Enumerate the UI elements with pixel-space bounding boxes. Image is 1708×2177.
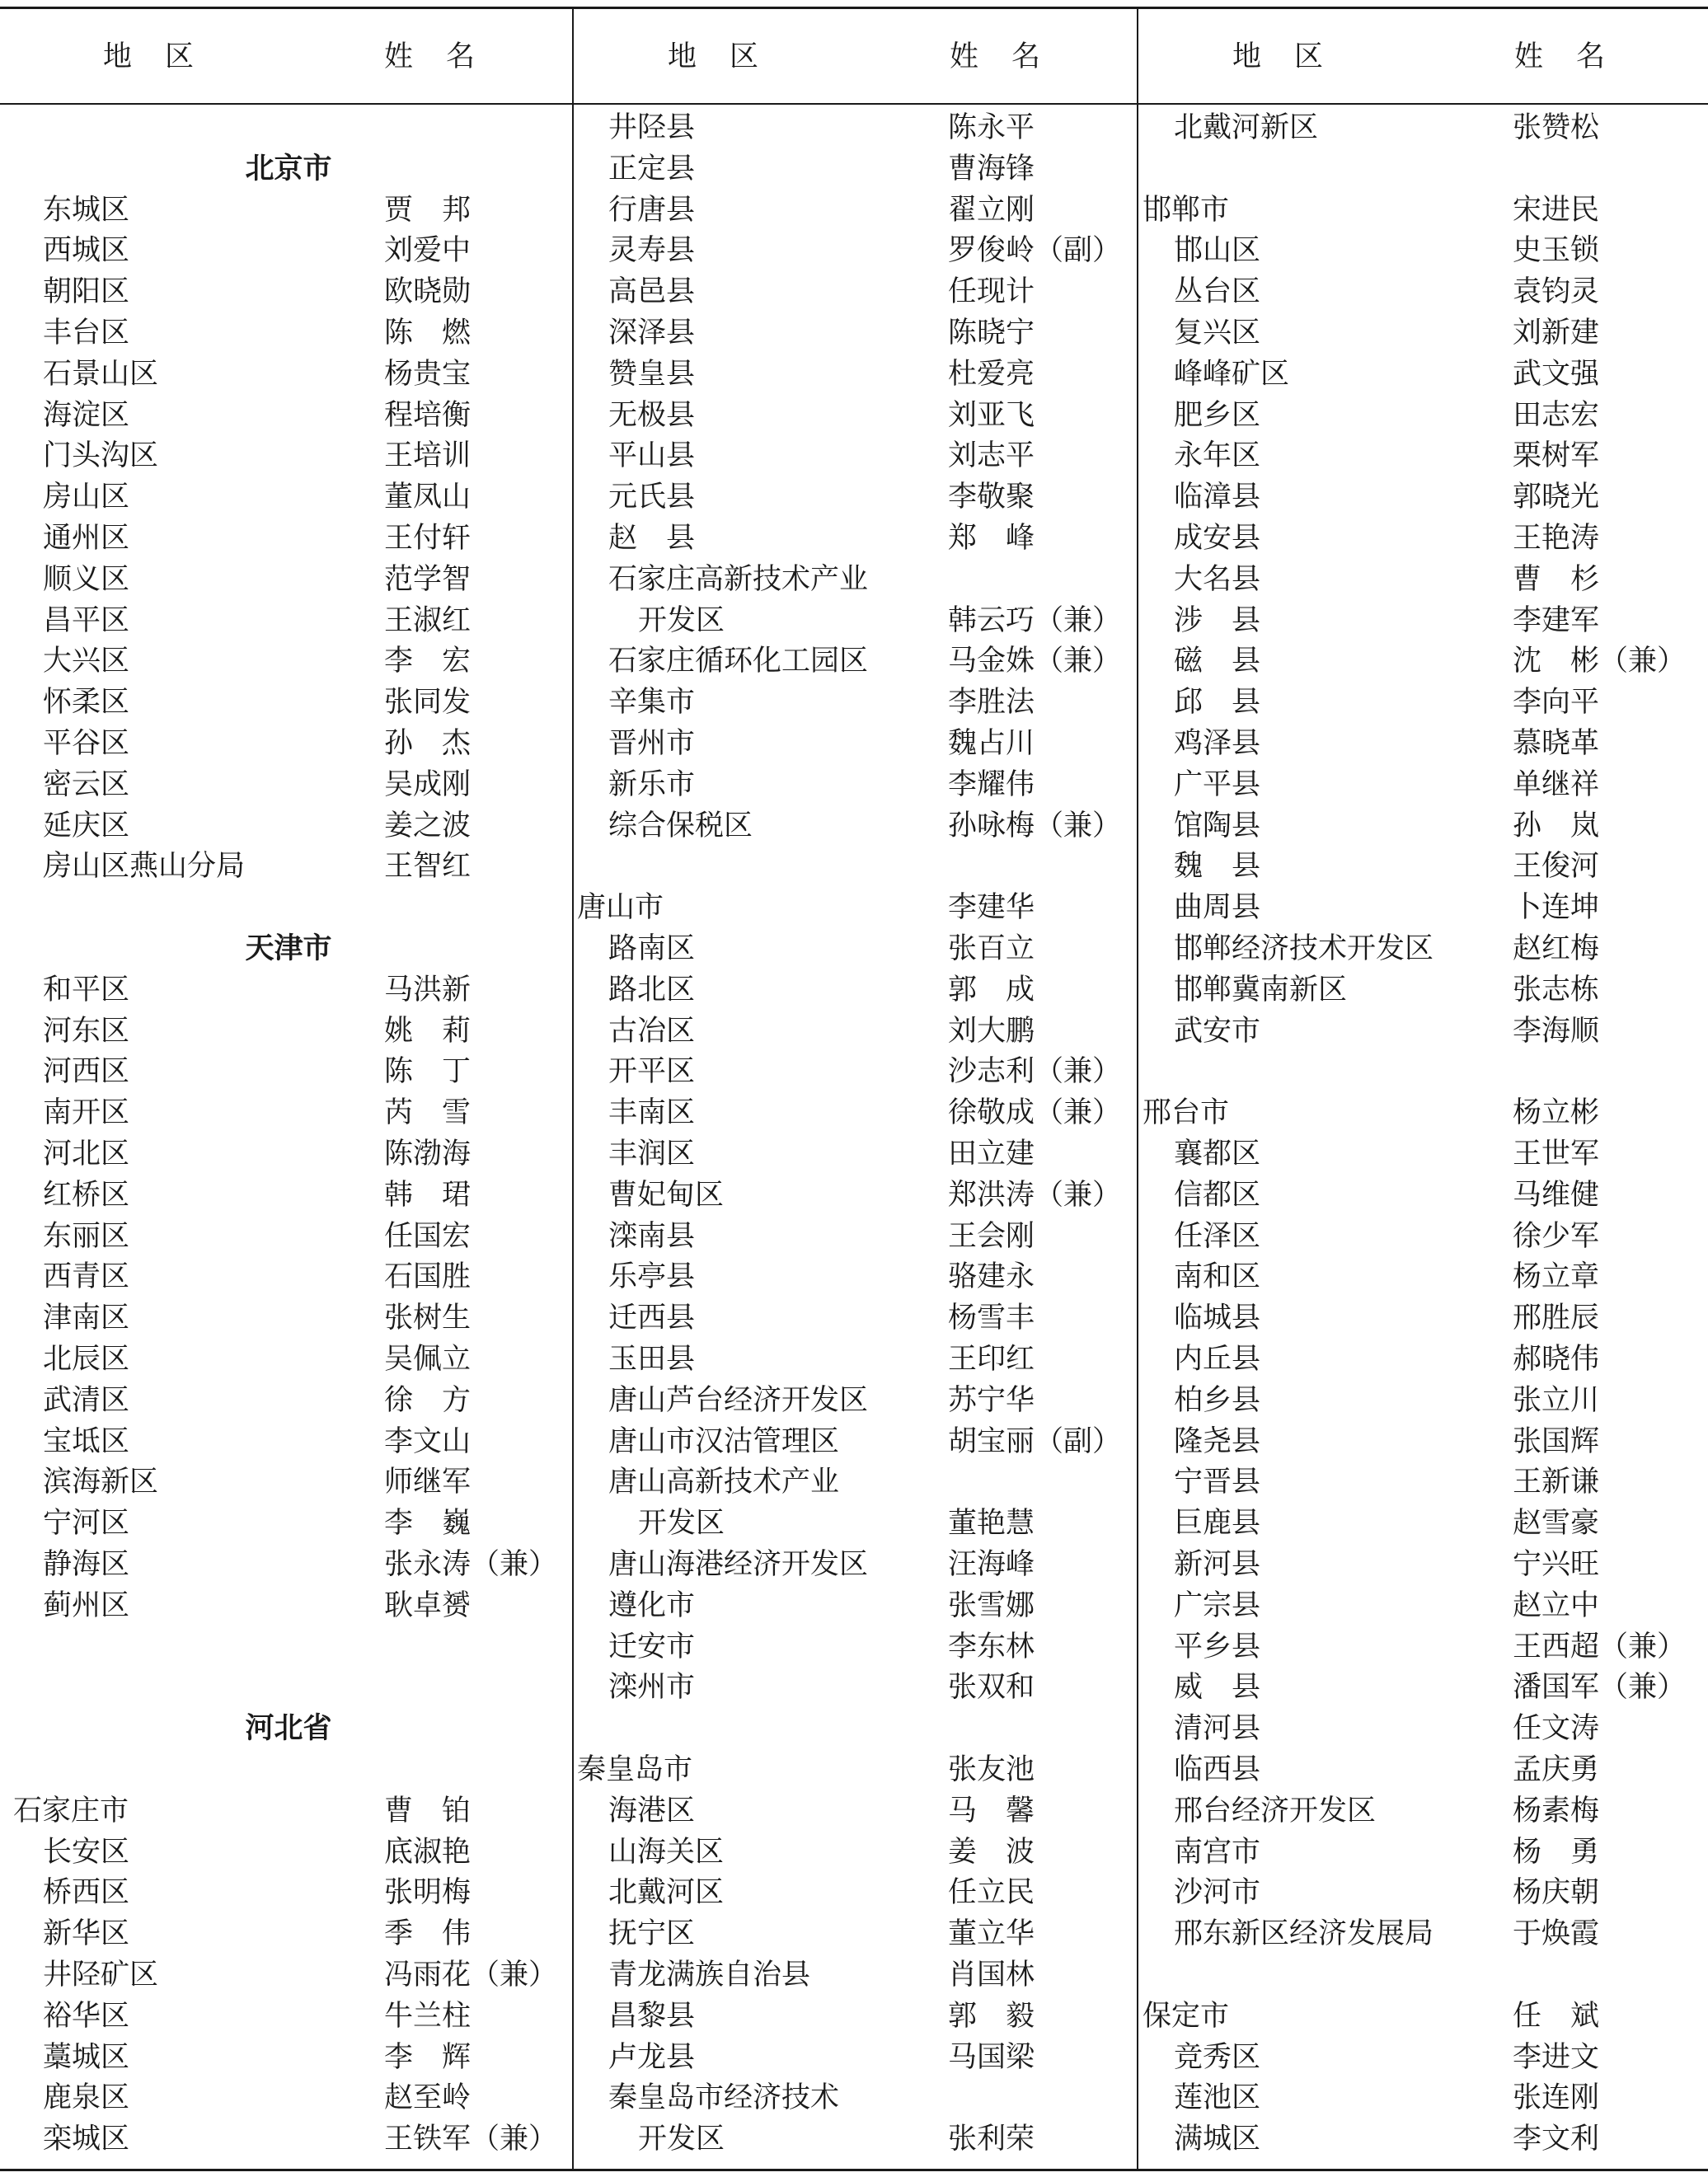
- person-name: 牛兰柱: [384, 1999, 472, 2033]
- region-name: 晋州市: [608, 727, 696, 760]
- person-name: 杨素梅: [1513, 1794, 1600, 1827]
- region-name: 任泽区: [1174, 1219, 1261, 1253]
- region-name: 海港区: [608, 1794, 696, 1827]
- region-name: 蓟州区: [43, 1588, 130, 1622]
- person-name: 马国梁: [948, 2040, 1035, 2074]
- person-name: 陈 丁: [384, 1055, 472, 1089]
- region-name: 新河县: [1174, 1548, 1261, 1581]
- region-name: 西城区: [43, 234, 130, 268]
- person-name: 吴成刚: [384, 767, 472, 801]
- person-name: 罗俊岭（副）: [948, 234, 1122, 268]
- region-name: 涉 县: [1174, 603, 1261, 637]
- region-name: 赵 县: [608, 522, 696, 555]
- region-name: 朝阳区: [43, 275, 130, 309]
- person-name: 苏宁华: [948, 1383, 1035, 1417]
- region-name: 竞秀区: [1174, 2040, 1261, 2074]
- city-name: 唐山市: [577, 891, 664, 925]
- person-name: 邢胜辰: [1513, 1302, 1600, 1335]
- region-name: 内丘县: [1174, 1343, 1261, 1376]
- region-name: 津南区: [43, 1302, 130, 1335]
- person-name: 孙 岚: [1513, 809, 1600, 842]
- region-name: 综合保税区: [608, 809, 753, 842]
- region-name: 平山县: [608, 439, 696, 473]
- region-name: 开发区: [638, 1507, 725, 1541]
- region-name: 东城区: [43, 193, 130, 227]
- person-name: 单继祥: [1513, 767, 1600, 801]
- person-name: 张利荣: [948, 2123, 1035, 2156]
- person-name: 曹海锋: [948, 152, 1035, 185]
- region-name: 邯郸经济技术开发区: [1174, 932, 1434, 965]
- person-name: 任立民: [948, 1876, 1035, 1910]
- person-name: 曹 杉: [1513, 562, 1600, 596]
- person-name: 徐敬成（兼）: [948, 1096, 1122, 1130]
- region-name: 新乐市: [608, 767, 696, 801]
- region-name: 正定县: [608, 152, 696, 185]
- person-name: 吴佩立: [384, 1343, 472, 1376]
- region-name: 古冶区: [608, 1014, 696, 1048]
- header-name: 姓名: [950, 40, 1074, 73]
- region-name: 开发区: [638, 2123, 725, 2156]
- region-name: 怀柔区: [43, 686, 130, 720]
- person-name: 李 巍: [384, 1507, 472, 1541]
- region-name: 路南区: [608, 932, 696, 965]
- region-name: 东丽区: [43, 1219, 130, 1253]
- region-name: 清河县: [1174, 1712, 1261, 1746]
- region-name: 广平县: [1174, 767, 1261, 801]
- person-name: 任现计: [948, 275, 1035, 309]
- person-name: 季 伟: [384, 1917, 472, 1951]
- region-name: 武清区: [43, 1383, 130, 1417]
- region-name: 井陉矿区: [43, 1959, 159, 1992]
- person-name: 王西超（兼）: [1513, 1630, 1687, 1663]
- person-name: 王付轩: [384, 522, 472, 555]
- person-name: 汪海峰: [948, 1548, 1035, 1581]
- person-name: 郭 成: [948, 973, 1035, 1006]
- region-name: 昌黎县: [608, 1999, 696, 2033]
- person-name: 栗树军: [1513, 439, 1600, 473]
- region-name: 大名县: [1174, 562, 1261, 596]
- region-name: 柏乡县: [1174, 1383, 1261, 1417]
- person-name: 杜爱亮: [948, 357, 1035, 391]
- person-name: 张立川: [1513, 1383, 1600, 1417]
- person-name: 张明梅: [384, 1876, 472, 1910]
- region-name: 石家庄高新技术产业: [608, 562, 869, 596]
- region-name: 静海区: [43, 1548, 130, 1581]
- region-name: 无极县: [608, 398, 696, 432]
- person-name: 刘大鹏: [948, 1014, 1035, 1048]
- person-name: 韩 珺: [384, 1178, 472, 1212]
- region-name: 海淀区: [43, 398, 130, 432]
- person-name: 胡宝丽（副）: [948, 1424, 1122, 1458]
- region-name: 和平区: [43, 973, 130, 1006]
- column-divider: [572, 7, 574, 2171]
- person-name: 杨立彬: [1513, 1096, 1600, 1130]
- person-name: 刘爱中: [384, 234, 472, 268]
- region-name: 丛台区: [1174, 275, 1261, 309]
- person-name: 陈晓宁: [948, 317, 1035, 350]
- top-rule: [0, 7, 1708, 9]
- region-name: 迁安市: [608, 1630, 696, 1663]
- person-name: 冯雨花（兼）: [384, 1959, 558, 1992]
- region-name: 莲池区: [1174, 2081, 1261, 2115]
- region-name: 迁西县: [608, 1302, 696, 1335]
- person-name: 张百立: [948, 932, 1035, 965]
- region-name: 沙河市: [1174, 1876, 1261, 1910]
- city-name: 石家庄市: [13, 1794, 129, 1827]
- person-name: 张连刚: [1513, 2081, 1600, 2115]
- region-name: 北戴河新区: [1174, 111, 1319, 144]
- person-name: 李 宏: [384, 645, 472, 678]
- region-name: 通州区: [43, 522, 130, 555]
- person-name: 王印红: [948, 1343, 1035, 1376]
- region-name: 峰峰矿区: [1174, 357, 1290, 391]
- person-name: 任文涛: [1513, 1712, 1600, 1746]
- region-name: 房山区燕山分局: [43, 850, 246, 884]
- person-name: 刘新建: [1513, 317, 1600, 350]
- header-region: 地区: [668, 40, 792, 73]
- person-name: 师继军: [384, 1466, 472, 1499]
- person-name: 王新谦: [1513, 1466, 1600, 1499]
- region-name: 巨鹿县: [1174, 1507, 1261, 1541]
- region-name: 邢东新区经济发展局: [1174, 1917, 1434, 1951]
- person-name: 杨贵宝: [384, 357, 472, 391]
- region-name: 秦皇岛市经济技术: [608, 2081, 840, 2115]
- region-name: 临西县: [1174, 1753, 1261, 1786]
- region-name: 唐山芦台经济开发区: [608, 1383, 869, 1417]
- person-name: 程培衡: [384, 398, 472, 432]
- person-name: 王智红: [384, 850, 472, 884]
- region-name: 遵化市: [608, 1588, 696, 1622]
- region-name: 丰台区: [43, 317, 130, 350]
- person-name: 杨庆朝: [1513, 1876, 1600, 1910]
- region-name: 路北区: [608, 973, 696, 1006]
- header-region: 地区: [103, 40, 228, 73]
- region-name: 河西区: [43, 1055, 130, 1089]
- region-name: 鸡泽县: [1174, 727, 1261, 760]
- region-name: 青龙满族自治县: [608, 1959, 811, 1992]
- region-name: 南宫市: [1174, 1835, 1261, 1869]
- person-name: 底淑艳: [384, 1835, 472, 1869]
- person-name: 卜连坤: [1513, 891, 1600, 925]
- city-name: 邢台市: [1143, 1096, 1230, 1130]
- region-name: 栾城区: [43, 2123, 130, 2156]
- person-name: 韩云巧（兼）: [948, 603, 1122, 637]
- person-name: 郑洪涛（兼）: [948, 1178, 1122, 1212]
- region-name: 满城区: [1174, 2123, 1261, 2156]
- region-name: 昌平区: [43, 603, 130, 637]
- person-name: 李进文: [1513, 2040, 1600, 2074]
- person-name: 翟立刚: [948, 193, 1035, 227]
- region-name: 滦南县: [608, 1219, 696, 1253]
- person-name: 张志栋: [1513, 973, 1600, 1006]
- region-name: 北戴河区: [608, 1876, 725, 1910]
- person-name: 于焕霞: [1513, 1917, 1600, 1951]
- person-name: 赵雪豪: [1513, 1507, 1600, 1541]
- person-name: 姜之波: [384, 809, 472, 842]
- person-name: 曹 铂: [384, 1794, 472, 1827]
- region-name: 唐山市汉沽管理区: [608, 1424, 840, 1458]
- region-name: 成安县: [1174, 522, 1261, 555]
- person-name: 徐 方: [384, 1383, 472, 1417]
- person-name: 杨 勇: [1513, 1835, 1600, 1869]
- region-name: 辛集市: [608, 686, 696, 720]
- person-name: 张雪娜: [948, 1588, 1035, 1622]
- person-name: 张赞松: [1513, 111, 1600, 144]
- region-name: 魏 县: [1174, 850, 1261, 884]
- person-name: 李敬聚: [948, 481, 1035, 514]
- person-name: 贾 邦: [384, 193, 472, 227]
- person-name: 刘志平: [948, 439, 1035, 473]
- region-name: 馆陶县: [1174, 809, 1261, 842]
- person-name: 芮 雪: [384, 1096, 472, 1130]
- region-name: 宝坻区: [43, 1424, 130, 1458]
- person-name: 潘国军（兼）: [1513, 1671, 1687, 1705]
- person-name: 张同发: [384, 686, 472, 720]
- city-name: 邯郸市: [1143, 193, 1230, 227]
- person-name: 李文利: [1513, 2123, 1600, 2156]
- region-name: 信都区: [1174, 1178, 1261, 1212]
- person-name: 陈渤海: [384, 1138, 472, 1171]
- person-name: 李文山: [384, 1424, 472, 1458]
- person-name: 李建华: [948, 891, 1035, 925]
- region-name: 深泽县: [608, 317, 696, 350]
- person-name: 马 馨: [948, 1794, 1035, 1827]
- region-name: 开发区: [638, 603, 725, 637]
- person-name: 郑 峰: [948, 522, 1035, 555]
- region-name: 南和区: [1174, 1260, 1261, 1294]
- person-name: 肖国林: [948, 1959, 1035, 1992]
- person-name: 马洪新: [384, 973, 472, 1006]
- region-name: 滦州市: [608, 1671, 696, 1705]
- person-name: 杨立章: [1513, 1260, 1600, 1294]
- region-name: 邯郸冀南新区: [1174, 973, 1348, 1006]
- region-name: 大兴区: [43, 645, 130, 678]
- person-name: 姜 波: [948, 1835, 1035, 1869]
- region-name: 丰南区: [608, 1096, 696, 1130]
- province-heading: 天津市: [245, 932, 332, 965]
- region-name: 北辰区: [43, 1343, 130, 1376]
- province-heading: 河北省: [245, 1712, 332, 1746]
- city-name: 保定市: [1143, 1999, 1230, 2033]
- person-name: 王淑红: [384, 603, 472, 637]
- person-name: 张友池: [948, 1753, 1035, 1786]
- bottom-rule: [0, 2169, 1708, 2171]
- region-name: 邱 县: [1174, 686, 1261, 720]
- person-name: 欧晓勋: [384, 275, 472, 309]
- person-name: 沈 彬（兼）: [1513, 645, 1687, 678]
- person-name: 张双和: [948, 1671, 1035, 1705]
- person-name: 张国辉: [1513, 1424, 1600, 1458]
- person-name: 刘亚飞: [948, 398, 1035, 432]
- region-name: 山海关区: [608, 1835, 725, 1869]
- person-name: 李向平: [1513, 686, 1600, 720]
- region-name: 平乡县: [1174, 1630, 1261, 1663]
- region-name: 房山区: [43, 481, 130, 514]
- person-name: 李胜法: [948, 686, 1035, 720]
- region-name: 鹿泉区: [43, 2081, 130, 2115]
- person-name: 赵立中: [1513, 1588, 1600, 1622]
- region-name: 门头沟区: [43, 439, 159, 473]
- region-name: 复兴区: [1174, 317, 1261, 350]
- region-name: 裕华区: [43, 1999, 130, 2033]
- person-name: 魏占川: [948, 727, 1035, 760]
- city-name: 秦皇岛市: [577, 1753, 693, 1786]
- person-name: 孙咏梅（兼）: [948, 809, 1122, 842]
- region-name: 威 县: [1174, 1671, 1261, 1705]
- person-name: 骆建永: [948, 1260, 1035, 1294]
- person-name: 孙 杰: [384, 727, 472, 760]
- person-name: 董凤山: [384, 481, 472, 514]
- region-name: 卢龙县: [608, 2040, 696, 2074]
- region-name: 河东区: [43, 1014, 130, 1048]
- person-name: 李 辉: [384, 2040, 472, 2074]
- region-name: 顺义区: [43, 562, 130, 596]
- person-name: 董艳慧: [948, 1507, 1035, 1541]
- person-name: 孟庆勇: [1513, 1753, 1600, 1786]
- region-name: 曹妃甸区: [608, 1178, 725, 1212]
- region-name: 宁河区: [43, 1507, 130, 1541]
- person-name: 杨雪丰: [948, 1302, 1035, 1335]
- region-name: 河北区: [43, 1138, 130, 1171]
- person-name: 赵至岭: [384, 2081, 472, 2115]
- region-name: 南开区: [43, 1096, 130, 1130]
- region-name: 石家庄循环化工园区: [608, 645, 869, 678]
- region-name: 抚宁区: [608, 1917, 696, 1951]
- region-name: 开平区: [608, 1055, 696, 1089]
- person-name: 李东林: [948, 1630, 1035, 1663]
- person-name: 董立华: [948, 1917, 1035, 1951]
- person-name: 王铁军（兼）: [384, 2123, 558, 2156]
- region-name: 长安区: [43, 1835, 130, 1869]
- region-name: 宁晋县: [1174, 1466, 1261, 1499]
- region-name: 肥乡区: [1174, 398, 1261, 432]
- person-name: 范学智: [384, 562, 472, 596]
- region-name: 延庆区: [43, 809, 130, 842]
- header-name: 姓名: [384, 40, 509, 73]
- person-name: 姚 莉: [384, 1014, 472, 1048]
- header-rule: [0, 103, 1708, 105]
- region-name: 井陉县: [608, 111, 696, 144]
- region-name: 桥西区: [43, 1876, 130, 1910]
- person-name: 石国胜: [384, 1260, 472, 1294]
- region-name: 玉田县: [608, 1343, 696, 1376]
- person-name: 王艳涛: [1513, 522, 1600, 555]
- person-name: 陈 燃: [384, 317, 472, 350]
- person-name: 张永涛（兼）: [384, 1548, 558, 1581]
- region-name: 襄都区: [1174, 1138, 1261, 1171]
- person-name: 武文强: [1513, 357, 1600, 391]
- header-region: 地区: [1232, 40, 1357, 73]
- region-name: 平谷区: [43, 727, 130, 760]
- region-name: 丰润区: [608, 1138, 696, 1171]
- person-name: 马金姝（兼）: [948, 645, 1122, 678]
- person-name: 田立建: [948, 1138, 1035, 1171]
- person-name: 沙志利（兼）: [948, 1055, 1122, 1089]
- header-name: 姓名: [1514, 40, 1639, 73]
- region-name: 滨海新区: [43, 1466, 159, 1499]
- person-name: 史玉锁: [1513, 234, 1600, 268]
- person-name: 王俊河: [1513, 850, 1600, 884]
- person-name: 郝晓伟: [1513, 1343, 1600, 1376]
- region-name: 唐山高新技术产业: [608, 1466, 840, 1499]
- region-name: 广宗县: [1174, 1588, 1261, 1622]
- person-name: 任 斌: [1513, 1999, 1600, 2033]
- region-name: 曲周县: [1174, 891, 1261, 925]
- region-name: 灵寿县: [608, 234, 696, 268]
- region-name: 邢台经济开发区: [1174, 1794, 1377, 1827]
- region-name: 赞皇县: [608, 357, 696, 391]
- person-name: 李海顺: [1513, 1014, 1600, 1048]
- person-name: 李耀伟: [948, 767, 1035, 801]
- province-heading: 北京市: [245, 152, 332, 185]
- region-name: 武安市: [1174, 1014, 1261, 1048]
- person-name: 马维健: [1513, 1178, 1600, 1212]
- column-divider: [1137, 7, 1138, 2171]
- region-name: 邯山区: [1174, 234, 1261, 268]
- region-name: 西青区: [43, 1260, 130, 1294]
- person-name: 耿卓赟: [384, 1588, 472, 1622]
- person-name: 王会刚: [948, 1219, 1035, 1253]
- person-name: 李建军: [1513, 603, 1600, 637]
- person-name: 郭晓光: [1513, 481, 1600, 514]
- person-name: 陈永平: [948, 111, 1035, 144]
- person-name: 王培训: [384, 439, 472, 473]
- region-name: 乐亭县: [608, 1260, 696, 1294]
- person-name: 徐少军: [1513, 1219, 1600, 1253]
- person-name: 慕晓革: [1513, 727, 1600, 760]
- person-name: 郭 毅: [948, 1999, 1035, 2033]
- person-name: 田志宏: [1513, 398, 1600, 432]
- region-name: 临漳县: [1174, 481, 1261, 514]
- region-name: 藁城区: [43, 2040, 130, 2074]
- person-name: 宁兴旺: [1513, 1548, 1600, 1581]
- region-name: 行唐县: [608, 193, 696, 227]
- region-name: 唐山海港经济开发区: [608, 1548, 869, 1581]
- person-name: 袁钧灵: [1513, 275, 1600, 309]
- person-name: 赵红梅: [1513, 932, 1600, 965]
- person-name: 宋进民: [1513, 193, 1600, 227]
- region-name: 元氏县: [608, 481, 696, 514]
- person-name: 王世军: [1513, 1138, 1600, 1171]
- person-name: 张树生: [384, 1302, 472, 1335]
- region-name: 密云区: [43, 767, 130, 801]
- region-name: 红桥区: [43, 1178, 130, 1212]
- region-name: 高邑县: [608, 275, 696, 309]
- region-name: 磁 县: [1174, 645, 1261, 678]
- region-name: 临城县: [1174, 1302, 1261, 1335]
- region-name: 隆尧县: [1174, 1424, 1261, 1458]
- region-name: 石景山区: [43, 357, 159, 391]
- person-name: 任国宏: [384, 1219, 472, 1253]
- region-name: 新华区: [43, 1917, 130, 1951]
- region-name: 永年区: [1174, 439, 1261, 473]
